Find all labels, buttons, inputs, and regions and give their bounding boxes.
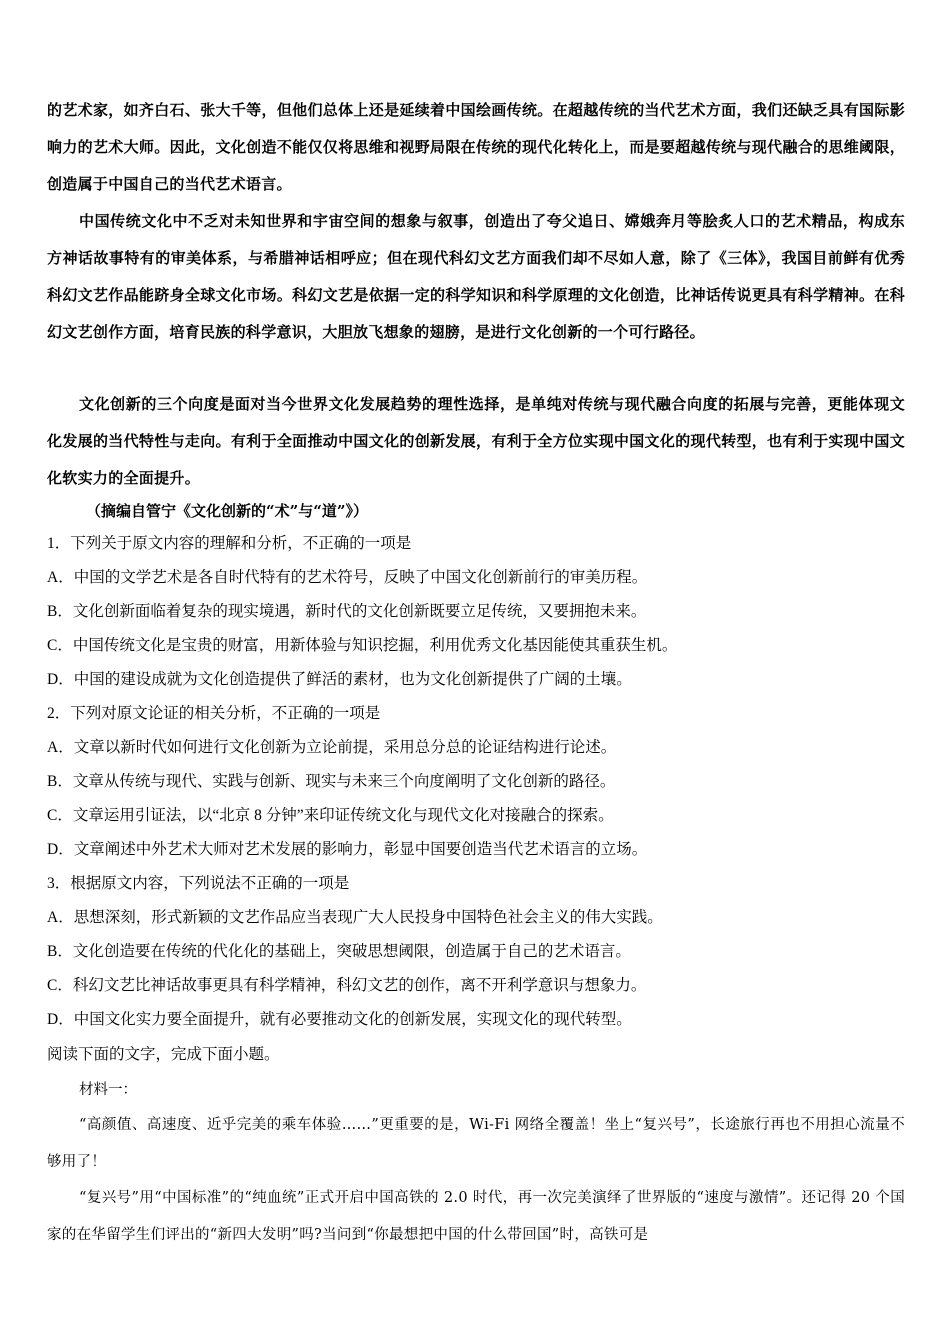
question-option: B．文化创造要在传统的代化化的基础上，突破思想阈限，创造属于自己的艺术语言。 <box>47 943 631 960</box>
question-stem: 2．下列对原文论证的相关分析，不正确的一项是 <box>47 705 381 722</box>
material-paragraph-1: “高颜值、高速度、近乎完美的乘车体验……”更重要的是，Wi-Fi 网络全覆盖！坐上“复兴号”，长途旅行再也不用担心流量不够用了！ <box>47 1117 905 1170</box>
question-option: B．文化创新面临着复杂的现实境遇，新时代的文化创新既要立足传统，又要拥抱未来。 <box>47 603 647 620</box>
question-option: C．文章运用引证法，以“北京 8 分钟”来印证传统文化与现代文化对接融合的探索。 <box>47 807 614 824</box>
question-option: C．科幻文艺比神话故事更具有科学精神，科幻文艺的创作，离不开利学意识与想象力。 <box>47 977 647 994</box>
question-option: D．文章阐述中外艺术大师对艺术发展的影响力，彰显中国要创造当代艺术语言的立场。 <box>47 841 648 858</box>
reading-instruction: 阅读下面的文字，完成下面小题。 <box>47 1046 280 1063</box>
question-option: D．中国文化实力要全面提升，就有必要推动文化的创新发展，实现文化的现代转型。 <box>47 1011 632 1028</box>
passage-paragraph-2: 中国传统文化中不乏对未知世界和宇宙空间的想象与叙事，创造出了夸父追日、嫦娥奔月等脍炙人口的艺术精品，构成东方神话故事特有的审美体系，与希腊神话相呼应；但在现代科幻文艺方面我们却不尽如人意，除了《三体》，我国目前鲜有优秀科幻文艺作品能跻身全球文化市场。科幻文艺是依据一定的科学知识和科学原理的文化创造，比神话传说更具有科学精神。在科幻文艺创作方面，培育民族的科学意识，大胆放飞想象的翅膀，是进行文化创新的一个可行路径。 <box>47 212 905 341</box>
question-option: A．中国的文学艺术是各自时代特有的艺术符号，反映了中国文化创新前行的审美历程。 <box>47 569 648 586</box>
question-option: D．中国的建设成就为文化创造提供了鲜活的素材，也为文化创新提供了广阔的土壤。 <box>47 671 632 688</box>
question-option: A．文章以新时代如何进行文化创新为立论前提，采用总分总的论证结构进行论述。 <box>47 739 617 756</box>
question-stem: 3．根据原文内容，下列说法不正确的一项是 <box>47 875 350 892</box>
question-option: C．中国传统文化是宝贵的财富，用新体验与知识挖掘，利用优秀文化基因能使其重获生机。 <box>47 637 678 654</box>
question-stem: 1．下列关于原文内容的理解和分析，不正确的一项是 <box>47 535 412 552</box>
material-paragraph-2: “复兴号”用“中国标准”的“纯血统”正式开启中国高铁的 2.0 时代，再一次完美演绎了世界版的“速度与激情”。还记得 20 个国家的在华留学生们评出的“新四大发明”吗?当问到“你最想把中国的什么带回国”时，高铁可是 <box>47 1190 905 1243</box>
material-label: 材料一： <box>79 1082 137 1098</box>
question-option: A．思想深刻，形式新颖的文艺作品应当表现广大人民投身中国特色社会主义的伟大实践。 <box>47 909 663 926</box>
passage-paragraph-3: 文化创新的三个向度是面对当今世界文化发展趋势的理性选择，是单纯对传统与现代融合向度的拓展与完善，更能体现文化发展的当代特性与走向。有利于全面推动中国文化的创新发展，有利于全方位实现中国文化的现代转型，也有利于实现中国文化软实力的全面提升。 <box>47 395 905 487</box>
passage-source: （摘编自管宁《文化创新的“术”与“道”》） <box>86 502 369 520</box>
passage-paragraph-1: 的艺术家，如齐白石、张大千等，但他们总体上还是延续着中国绘画传统。在超越传统的当代艺术方面，我们还缺乏具有国际影响力的艺术大师。因此，文化创造不能仅仅将思维和视野局限在传统的现代化转化上，而是要超越传统与现代融合的思维阈限，创造属于中国自己的当代艺术语言。 <box>47 101 905 193</box>
question-option: B．文章从传统与现代、实践与创新、现实与未来三个向度阐明了文化创新的路径。 <box>47 773 616 790</box>
